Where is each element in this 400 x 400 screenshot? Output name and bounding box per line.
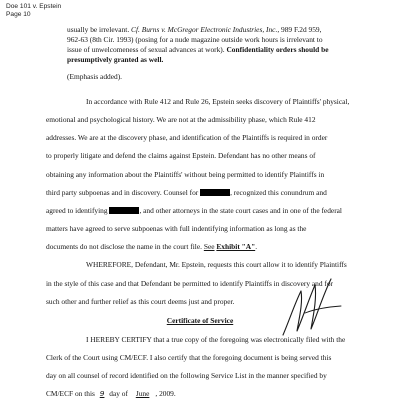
case-citation: Cf. Burns v. McGregor Electronic Industries, Inc. xyxy=(131,25,278,34)
para1-line-1: In accordance with Rule 412 and Rule 26, Epstein seeks discovery of Plaintiffs' physical, xyxy=(86,97,350,106)
certificate-line-4 xyxy=(46,389,176,398)
handwritten-day: 9 xyxy=(99,389,105,398)
redaction-block xyxy=(200,189,230,196)
redaction-block xyxy=(109,207,139,214)
para-text: , and other attorneys in the state court cases and in one of the federal xyxy=(139,206,342,215)
certificate-line-2: Clerk of the Court using CM/ECF. I also certify that the foregoing document is being served this xyxy=(46,353,332,362)
cert-text: , 2009. xyxy=(155,389,176,398)
quote-line-2: 962-63 (8th Cir. 1993) (posing for a nude magazine outside work hours is irrelevant to xyxy=(67,35,323,44)
para-text: documents do not disclose the name in the court file. xyxy=(46,242,204,251)
quote-text: issue of unwelcomeness of sexual advances at work). xyxy=(67,45,225,54)
certificate-line-1: I HEREBY CERTIFY that a true copy of the foregoing was electronically filed with the xyxy=(86,335,346,344)
quote-line-4: presumptively granted as well. xyxy=(67,55,164,64)
exhibit-reference: Exhibit "A" xyxy=(216,242,256,251)
cert-text: day of xyxy=(107,389,130,398)
certificate-heading: Certificate of Service xyxy=(166,316,234,325)
signature-scrawl xyxy=(275,273,355,343)
para1-line-4: to properly litigate and defend the claims against Epstein. Defendant has no other means of xyxy=(46,151,316,160)
para1-line-8: matters have agreed to serve subpoenas with full indentifying information as long as the xyxy=(46,224,307,233)
quote-bold-text: Confidentiality orders should be xyxy=(224,45,329,54)
para-text: , recognized this conundrum and xyxy=(230,188,327,197)
quote-text: usually be irrelevant. xyxy=(67,25,132,34)
para-text: agreed to identifying xyxy=(46,206,108,215)
para2-line-2: in the style of this case and that Defendant be permitted to identify Plaintiffs in discovery and for xyxy=(46,279,333,288)
para-text: third party subpoenas and in discovery. Counsel for xyxy=(46,188,199,197)
para1-line-3: addresses. We are at the discovery phase, and identification of the Plaintiffs is required in order xyxy=(46,133,328,142)
quote-line-1 xyxy=(67,25,321,34)
para1-line-5: obtaining any information about the Plaintiffs' without being permitted to identify Plaintiffs in xyxy=(46,170,325,179)
para2-line-1: WHEREFORE, Defendant, Mr. Epstein, requests this court allow it to identify Plaintiffs xyxy=(86,260,347,269)
para1-line-7 xyxy=(46,206,342,215)
page-header xyxy=(6,3,61,19)
case-caption: Doe 101 v. Epstein xyxy=(6,3,62,10)
para-text: . xyxy=(255,242,258,251)
para1-line-2: emotional and psychological history. We are not at the admissibility phase, which Rule 412 xyxy=(46,115,316,124)
page-number: Page 10 xyxy=(6,11,31,19)
para1-line-6 xyxy=(46,188,327,197)
para2-line-3: such other and further relief as this court deems just and proper. xyxy=(46,297,235,306)
quote-text: , 989 F.2d 959, xyxy=(277,25,322,34)
cert-text: CM/ECF on this xyxy=(46,389,97,398)
certificate-line-3: day on all counsel of record identified on the following Service List in the manner specified by xyxy=(46,371,327,380)
month-field: June xyxy=(135,389,150,398)
emphasis-note: (Emphasis added). xyxy=(67,72,123,81)
para1-line-9 xyxy=(46,242,257,251)
quote-line-3 xyxy=(67,45,329,54)
see-reference: See xyxy=(203,242,215,251)
